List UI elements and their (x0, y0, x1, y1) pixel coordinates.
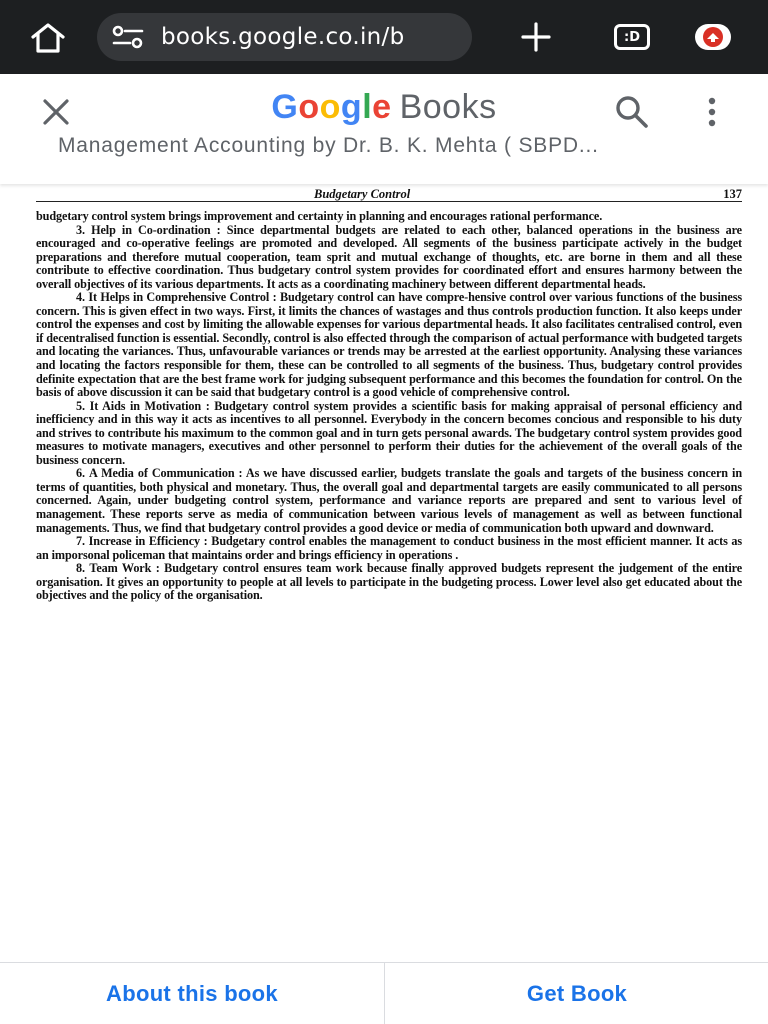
paragraph: 6. A Media of Communication : As we have discussed earlier, budgets translate the goals and targets of the business concern in terms of quantities, both physical and monetary. Thus, the overall goal and departmental targets are easily communicated to all persons concerned. Again, under budgeting control system, performance and variance reports are prepared and sent to various level of management. These reports serve as media of communication between various levels of management as well as between functional managements. Thus, we find that budgetary control provides a good device or media of communication both upward and downward. (36, 466, 742, 535)
paragraph: 5. It Aids in Motivation : Budgetary control system provides a scientific basis for making appraisal of personal efficiency and inefficiency and in this way it acts as incentives to all personnel. Everybody in the concern becomes concious and responsible to his duty and strives to contribute his maximum to the common goal and in turn gets personal awards. The budgetary control system provides good measures to motivate managers, executives and other personnel to perform their duties for the achievement of the overall goals of the business concern. (36, 398, 742, 467)
paragraph: budgetary control system brings improvement and certainty in planning and encourages rational performance. (36, 209, 603, 223)
paragraph-heading: A Media of Communication (89, 466, 235, 481)
get-book-button[interactable]: Get Book (526, 981, 628, 1006)
google-books-logo: Google Books (271, 88, 497, 126)
search-button[interactable] (612, 92, 652, 132)
page-number: 137 (723, 187, 742, 201)
paragraph: 3. Help in Co-ordination : Since departmental budgets are related to each other, balanced operations in the business are encouraged and co-operative feelings are promoted and developed. All segments of the business participate actively in the budget preparations and therefore mutual cooperation, team sprit and mutual exchange of thoughts, etc. are borne in them and all these contribute to effective coordination. Thus budgetary control system provides for coordinated effort and ensures harmony between the overall objectives of its various departments. It acts as a coordinating machinery between different departmental heads. (36, 222, 742, 291)
paragraph: 8. Team Work : Budgetary control ensures team work because finally approved budgets represent the judgement of the entire organisation. It gives an opportunity to people at all levels to participate in the budgeting process. Lower level also get educated about the objectives and the policy of the organisation. (36, 561, 743, 603)
update-button[interactable] (695, 24, 731, 50)
running-head (36, 186, 742, 202)
book-title: Management Accounting by Dr. B. K. Mehta ( SBPD... (58, 134, 599, 157)
paragraph: 7. Increase in Efficiency : Budgetary control enables the management to conduct business in the most efficient manner. It acts as an imporsonal policeman that maintains order and brings efficiency in operations . (36, 534, 743, 562)
address-bar[interactable] (97, 13, 472, 61)
browser-toolbar (0, 0, 768, 74)
paragraph-heading: Increase in Efficiency (88, 534, 201, 549)
more-vert-icon (700, 94, 724, 130)
running-title: Budgetary Control (314, 187, 411, 201)
tabs-button[interactable] (614, 24, 650, 50)
about-this-book-button[interactable]: About this book (106, 981, 278, 1006)
paragraph-heading: Help in Co-ordination (91, 222, 211, 237)
search-icon (612, 92, 652, 132)
home-button[interactable] (28, 22, 68, 54)
more-options-button[interactable] (700, 94, 724, 130)
bottom-action-bar (0, 962, 768, 1024)
book-page (36, 186, 742, 866)
plus-icon (518, 19, 554, 55)
tune-icon[interactable] (111, 25, 145, 49)
tabs-icon: :D (624, 29, 640, 45)
update-icon (702, 26, 724, 48)
page-body (36, 210, 742, 603)
url-text[interactable]: books.google.co.in/b (161, 24, 405, 50)
paragraph-heading: It Aids in Motivation (89, 398, 202, 413)
paragraph: 4. It Helps in Comprehensive Control : Budgetary control can have compre-hensive control over various functions of the business concern. This is given effect in two ways. First, it limits the chances of wastages and thus controls production function. It also keeps under control the expenses and cost by limiting the allowable expenses for various departmental heads. It also facilitates centralised control, even if decentralised function is essential. Secondly, control is also effected through the comparison of actual performance with budgeted targets and locating the variances. Thus, unfavourable variances or trends may be arrested at the earliest opportunity. Analysing these variances and locating the factors responsible for them, these can be controlled to all segments of the business. Thus, budgetary control provides definite expectation that are the best frame work for judging subsequent performance and this becomes the foundation for control. On the basis of above discussion it can be said that budgetary control is a good vehicle of comprehensive control. (36, 290, 743, 400)
paragraph-heading: It Helps in Comprehensive Control (88, 290, 270, 305)
paragraph-heading: Team Work (89, 561, 152, 576)
new-tab-button[interactable] (518, 19, 554, 55)
books-header (0, 74, 768, 184)
home-icon (28, 22, 68, 54)
